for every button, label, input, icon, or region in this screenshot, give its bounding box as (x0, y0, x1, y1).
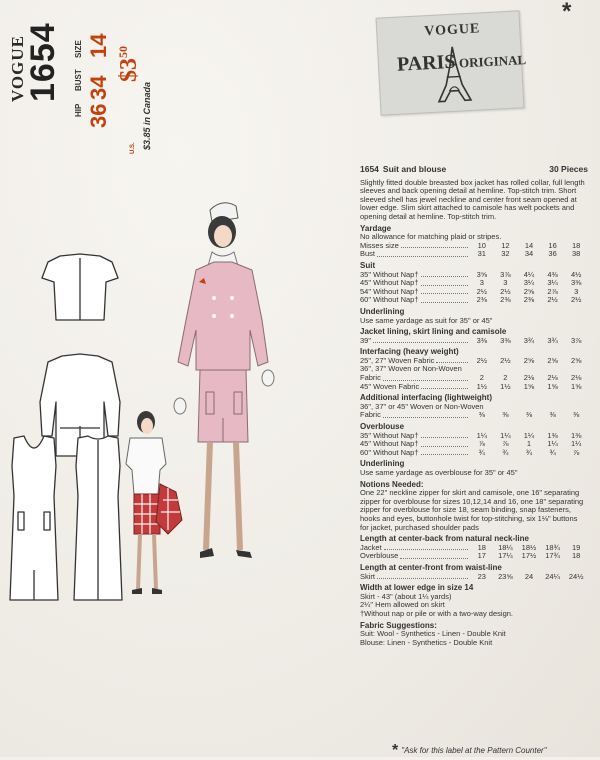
bust-value: 34 (86, 76, 112, 100)
width-heading: Width at lower edge in size 14 (360, 584, 588, 593)
width-line-1: Skirt - 43" (about 1¼ yards) (360, 593, 588, 602)
overblouse-row: 45" Without Nap† ⅞ ⅞ 1 1¼ 1¼ (360, 440, 588, 449)
length-row: Skirt 23 23⅝ 24 24¼ 24½ (360, 573, 588, 582)
length-back-heading: Length at center-back from natural neck-line (360, 535, 588, 544)
interfacing-heading: Interfacing (heavy weight) (360, 348, 588, 357)
width-line-2: 2¼" Hem allowed on skirt (360, 601, 588, 610)
jacket-lining-heading: Jacket lining, skirt lining and camisole (360, 328, 588, 337)
suit-row: 35" Without Nap† 3⅝ 3⅞ 4¼ 4⅜ 4½ (360, 271, 588, 280)
sizes-row: Misses size 10 12 14 16 18 (360, 242, 588, 251)
asterisk-mark: * (562, 0, 571, 26)
additional-interfacing-sub: 36", 37" or 45" Woven or Non-Woven (360, 403, 588, 412)
hip-value: 36 (86, 104, 112, 128)
pattern-number: 1654 (24, 22, 63, 102)
length-front-heading: Length at center-front from waist-line (360, 564, 588, 573)
yardage-note: No allowance for matching plaid or stripes. (360, 233, 588, 242)
notions-heading: Notions Needed: (360, 481, 588, 490)
price-canada: $3.85 in Canada (142, 82, 152, 150)
length-row: Jacket 18 18¼ 18½ 18¾ 19 (360, 544, 588, 553)
suit-row: 45" Without Nap† 3 3 3¼ 3¼ 3⅜ (360, 279, 588, 288)
bust-label: BUST (74, 69, 83, 91)
label-original: ORIGINAL (459, 52, 527, 71)
length-row: Overblouse 17 17¼ 17½ 17¾ 18 (360, 552, 588, 561)
label-vogue: VOGUE (424, 21, 481, 40)
fashion-illustration-small (126, 411, 182, 594)
eiffel-tower-icon (432, 44, 475, 104)
pattern-description: Slightly fitted double breasted box jacket has rolled collar, full length sleeves and back opening detail at hemline. Top-stitch trim. Short sleeved shell has jewel neckline and center front seam opened at lower edge. Slim skirt attached to camisole has welt pockets and opening detail at hemline. Top-stitch trim. (360, 179, 588, 222)
notions-text: One 22" neckline zipper for skirt and camisole, one 16" separating zipper for overblouse for sizes 10,12,14 and 16, one 18" separating zipper for overblouse for size 18, seam binding, snap fasteners, hooks and eyes, buttonhole twist for top-stitching, six 1⅛" buttons for jacket, purchased shoulder pads (360, 489, 588, 532)
underlining-heading-2: Underlining (360, 460, 588, 469)
price: $\$3^{50}$ (116, 46, 143, 82)
interfacing-row: Fabric 2 2 2⅛ 2⅛ 2⅛ (360, 374, 588, 383)
fabric-suit: Suit: Wool - Synthetics - Linen - Double Knit (360, 630, 588, 639)
additional-interfacing-heading: Additional interfacing (lightweight) (360, 394, 588, 403)
lining-row: 39" 3⅜ 3⅜ 3¾ 3¾ 3⅞ (360, 337, 588, 346)
hip-label: HIP (74, 104, 83, 117)
underlining-text-2: Use same yardage as overblouse for 35" or 45" (360, 469, 588, 478)
interfacing-row: 25", 27" Woven Fabric 2½ 2½ 2⅝ 2⅝ 2⅝ (360, 357, 588, 366)
overblouse-row: 60" Without Nap† ¾ ¾ ¾ ¾ ⅞ (360, 449, 588, 458)
yardage-heading: Yardage (360, 225, 588, 234)
overblouse-heading: Overblouse (360, 423, 588, 432)
size-label: SIZE (74, 40, 83, 58)
suit-row: 54" Without Nap† 2½ 2½ 2⅝ 2⅞ 3 (360, 288, 588, 297)
pattern-counter-note: * "Ask for this label at the Pattern Counter" (392, 742, 547, 760)
interfacing-row: 36", 37" Woven or Non-Woven (360, 365, 588, 374)
pattern-title: 1654 Suit and blouse 30 Pieces (360, 165, 588, 174)
nap-note: †Without nap or pile or with a two-way design. (360, 610, 588, 619)
pattern-info-column (360, 165, 588, 647)
price-country: U.S. (130, 142, 136, 154)
fabric-blouse: Blouse: Linen - Synthetics - Double Knit (360, 639, 588, 648)
suit-row: 60" Without Nap† 2⅜ 2⅜ 2⅜ 2½ 2½ (360, 296, 588, 305)
suit-heading: Suit (360, 262, 588, 271)
brand-text: VOGUE (8, 35, 28, 102)
label-paris: PARIS (396, 51, 456, 77)
size-value: 14 (86, 34, 112, 58)
overblouse-row: 35" Without Nap† 1¼ 1¼ 1¼ 1⅜ 1⅜ (360, 432, 588, 441)
vogue-paris-original-label (376, 10, 525, 115)
underlining-heading: Underlining (360, 308, 588, 317)
flat-drawings (0, 170, 340, 750)
fabric-heading: Fabric Suggestions: (360, 622, 588, 631)
underlining-text: Use same yardage as suit for 35" or 45" (360, 317, 588, 326)
interfacing-row: 45" Woven Fabric 1½ 1½ 1⅝ 1⅝ 1⅝ (360, 383, 588, 392)
additional-row: Fabric ⅜ ⅜ ⅜ ⅜ ⅜ (360, 411, 588, 420)
fashion-illustration-main (174, 203, 274, 558)
bust-row: Bust 31 32 34 36 38 (360, 250, 588, 259)
